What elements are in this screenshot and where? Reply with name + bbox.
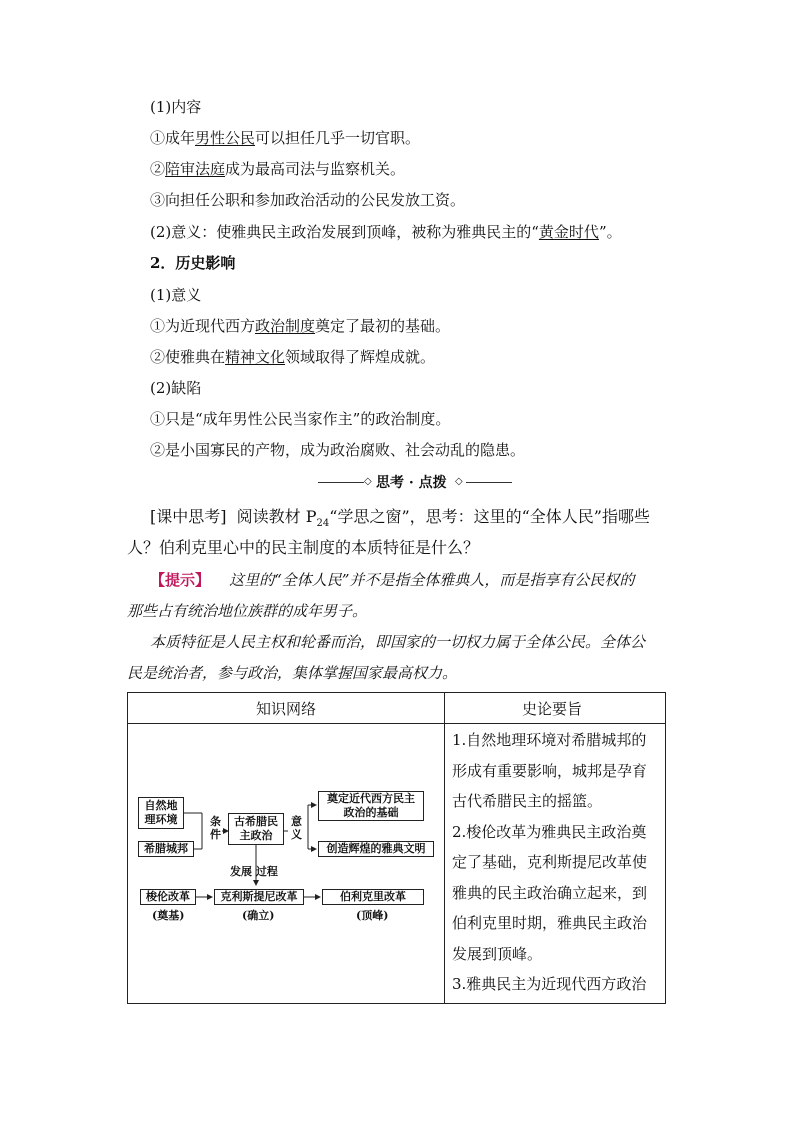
solon-reform-box: 梭伦改革 [140, 889, 196, 905]
underlined-term: 黄金时代 [538, 223, 599, 241]
civilization-box: 创造辉煌的雅典文明 [318, 841, 434, 857]
divider-rule [466, 482, 512, 483]
text: 成为最高司法与监察机关。 [225, 160, 406, 178]
pericles-reform-box: 伯利克里改革 [322, 889, 424, 905]
think-tag: [课中思考] [150, 507, 227, 526]
underlined-term: 男性公民 [195, 129, 256, 147]
think-line-1 [150, 507, 650, 534]
content-heading: (1)内容 [150, 98, 202, 116]
divider-title: 思考 · 点拨 [376, 475, 447, 491]
summary-line: 2.梭伦改革为雅典民主政治奠 [452, 822, 647, 841]
significance-label [291, 815, 302, 841]
flaw-heading: (2)缺陷 [150, 379, 202, 397]
think-line-2: 人？伯利克里心中的民主制度的本质特征是什么？ [127, 538, 480, 557]
text: ”。 [598, 223, 622, 241]
box-text: 主政治 [239, 829, 273, 842]
significance-item-2 [150, 347, 435, 367]
cleisthenes-reform-box: 克利斯提尼改革 [214, 889, 304, 905]
flaw-item-1: ①只是“成年男性公民当家作主”的政治制度。 [150, 410, 451, 428]
diamond-icon: ◇ [455, 476, 463, 487]
divider-rule [318, 482, 364, 483]
tip-line-3: 本质特征是人民主权和轮番而治，即国家的一切权力属于全体公民。全体公 [150, 633, 646, 651]
label-char: 义 [291, 828, 302, 841]
stage-label: (确立) [242, 909, 275, 922]
meaning-line [150, 222, 622, 242]
text: 奠定了最初的基础。 [315, 317, 451, 335]
tip-line-1 [150, 570, 634, 590]
content-item-3: ③向担任公职和参加政治活动的公民发放工资。 [150, 191, 466, 209]
text: ①为近现代西方 [150, 317, 256, 335]
text: 可以担任几乎一切官职。 [255, 129, 421, 147]
summary-line: 1.自然地理环境对希腊城邦的 [452, 731, 647, 749]
box-text: 古希腊民 [234, 815, 278, 828]
text: 领域取得了辉煌成就。 [285, 348, 436, 366]
summary-line: 古代希腊民主的摇篮。 [452, 792, 603, 810]
underlined-term: 政治制度 [255, 317, 316, 335]
page-subscript: 24 [316, 518, 330, 530]
label-char: 件 [210, 828, 221, 841]
text: (2)意义：使雅典民主政治发展到顶峰，被称为雅典民主的“ [150, 223, 539, 241]
label-char: 意 [291, 815, 302, 828]
significance-heading: (1)意义 [150, 286, 202, 304]
summary-line: 定了基础，克利斯提尼改革使 [452, 853, 648, 871]
content-item-1 [150, 128, 420, 148]
text: “学思之窗”，思考：这里的“全体人民”指哪些 [329, 507, 650, 526]
summary-line: 雅典的民主政治确立起来，到 [452, 883, 648, 902]
section-divider [318, 472, 512, 492]
summary-line: 3.雅典民主为近现代西方政治 [452, 975, 647, 993]
tip-line-2: 那些占有统治地位族群的成年男子。 [127, 602, 368, 620]
stage-label: (奠基) [152, 909, 185, 922]
summary-line: 伯利克里时期，雅典民主政治 [452, 914, 648, 932]
text: ② [150, 160, 166, 178]
underlined-term: 陪审法庭 [165, 160, 226, 178]
significance-item-1 [150, 316, 450, 336]
nature-environment-box [138, 797, 184, 829]
foundation-box [318, 791, 424, 821]
underlined-term: 精神文化 [225, 348, 286, 366]
box-text: 理环境 [144, 813, 178, 826]
table-divider [444, 693, 445, 1003]
text: 阅读教材 P [236, 507, 317, 526]
greek-democracy-box [228, 813, 284, 845]
process-label: 发展 过程 [230, 865, 278, 878]
city-state-box: 希腊城邦 [138, 841, 194, 857]
summary-line: 形成有重要影响，城邦是孕育 [452, 761, 648, 780]
table-header-right: 史论要旨 [522, 700, 583, 718]
box-text: 政治的基础 [343, 806, 399, 819]
tip-label: 【提示】 [150, 571, 211, 589]
section-heading: 2．历史影响 [150, 254, 236, 272]
box-text: 自然地 [144, 799, 178, 812]
label-char: 条 [210, 815, 221, 828]
content-item-2 [150, 159, 405, 179]
condition-label [210, 815, 221, 841]
summary-column [452, 725, 662, 1000]
knowledge-network-diagram [128, 693, 444, 1005]
text: 这里的“全体人民”并不是指全体雅典人，而是指享有公民权的 [229, 571, 635, 589]
text: ②使雅典在 [150, 348, 226, 366]
box-text: 奠定近代西方民主 [327, 792, 415, 805]
knowledge-table [127, 692, 666, 1004]
table-header-left: 知识网络 [256, 700, 317, 718]
diamond-icon: ◇ [364, 476, 372, 487]
summary-line: 发展到顶峰。 [452, 944, 543, 963]
stage-label: (顶峰) [356, 909, 389, 922]
text: ①成年 [150, 129, 196, 147]
flaw-item-2: ②是小国寡民的产物，成为政治腐败、社会动乱的隐患。 [150, 441, 526, 459]
tip-line-4: 民是统治者，参与政治，集体掌握国家最高权力。 [127, 664, 458, 682]
